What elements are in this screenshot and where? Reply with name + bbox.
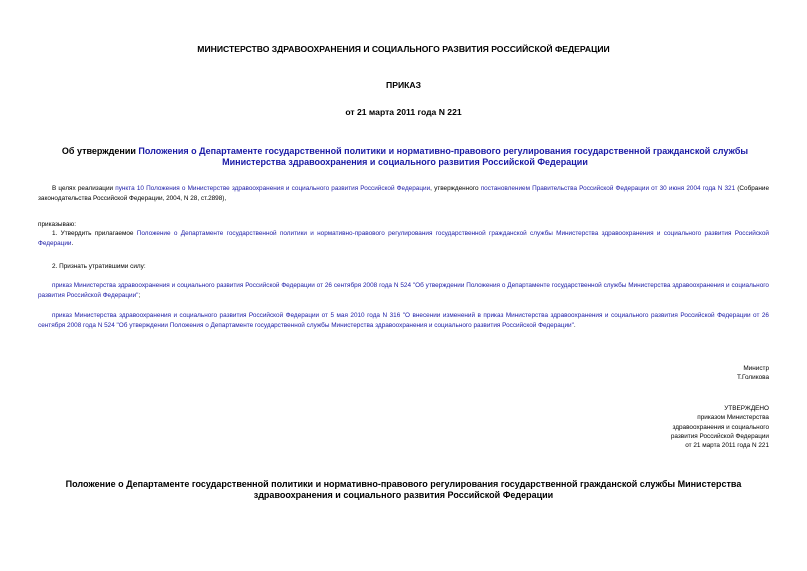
repealed-order-2-end: .	[573, 321, 576, 329]
approval-line-1: УТВЕРЖДЕНО	[724, 405, 769, 412]
repealed-order-1	[38, 281, 769, 300]
preamble-link-point-10[interactable]: пункта 10 Положения о Министерстве здравоохранения и социального развития Российской Федерации	[115, 185, 431, 192]
signature-role: Министр	[743, 365, 769, 372]
preamble-text-3: (Собрание законодательства Российской Федерации, 2004, N 28, ст.2898),	[38, 185, 770, 202]
title-prefix: Об утверждении	[61, 146, 139, 156]
item-1-text: 1. Утвердить прилагаемое	[52, 230, 137, 237]
repealed-order-2	[38, 311, 769, 330]
title-link[interactable]: Положения о Департаменте государственной политики и нормативно-правового регулирования государственной гражданской службы Министерства здравоохранения и социального развития Российской Федерации	[138, 146, 749, 167]
preamble-text-1: В целях реализации	[52, 185, 116, 192]
order-word: приказываю:	[38, 221, 76, 228]
regulation-title: Положение о Департаменте государственной политики и нормативно-правового регулирования государственной гражданской службы Министерства здравоохранения и социального развития Российской Федерации	[65, 479, 742, 500]
approval-line-3: здравоохранения и социального	[672, 423, 769, 431]
repealed-order-2-link[interactable]: приказ Министерства здравоохранения и социального развития Российской Федерации от 5 мая 2010 года N 316 "О внесении изменений в приказ Министерства здравоохранения и социального развития Российской Федерации от 26 сентября 2008 года N 524 "Об утверждении Положения о Департаменте государственной службы Министерства здравоохранения и социального развития Российской Федерации"	[38, 312, 769, 329]
item-2: 2. Признать утратившими силу:	[52, 263, 146, 270]
repealed-order-1-link[interactable]: приказ Министерства здравоохранения и социального развития Российской Федерации от 26 сентября 2008 года N 524 "Об утверждении Положения о Департаменте государственной службы Министерства здравоохранения и социального развития Российской Федерации"	[38, 282, 769, 299]
document-title	[60, 146, 750, 168]
signature-name: Т.Голикова	[736, 374, 769, 381]
item-1	[38, 229, 769, 248]
approval-block	[671, 404, 769, 450]
item-1-end: .	[71, 239, 74, 247]
approval-line-4: развития Российской Федерации	[670, 432, 769, 440]
approval-line-5: от 21 марта 2011 года N 221	[685, 442, 769, 450]
order-date: от 21 марта 2011 года N 221	[345, 107, 462, 117]
approval-line-2: приказом Министерства	[697, 414, 769, 422]
preamble-text-2: , утвержденного	[430, 185, 481, 192]
item-1-link[interactable]: Положение о Департаменте государственной политики и нормативно-правового регулирования государственной гражданской службы Министерства здравоохранения и социального развития Российской Федерации	[38, 230, 770, 247]
ministry-heading: МИНИСТЕРСТВО ЗДРАВООХРАНЕНИЯ И СОЦИАЛЬНОГО РАЗВИТИЯ РОССИЙСКОЙ ФЕДЕРАЦИИ	[197, 44, 610, 54]
repealed-order-1-end: ;	[138, 291, 141, 299]
preamble-link-resolution[interactable]: постановлением Правительства Российской Федерации от 30 июня 2004 года N 321	[480, 185, 736, 192]
preamble-paragraph	[38, 184, 769, 203]
order-heading: ПРИКАЗ	[386, 80, 421, 90]
